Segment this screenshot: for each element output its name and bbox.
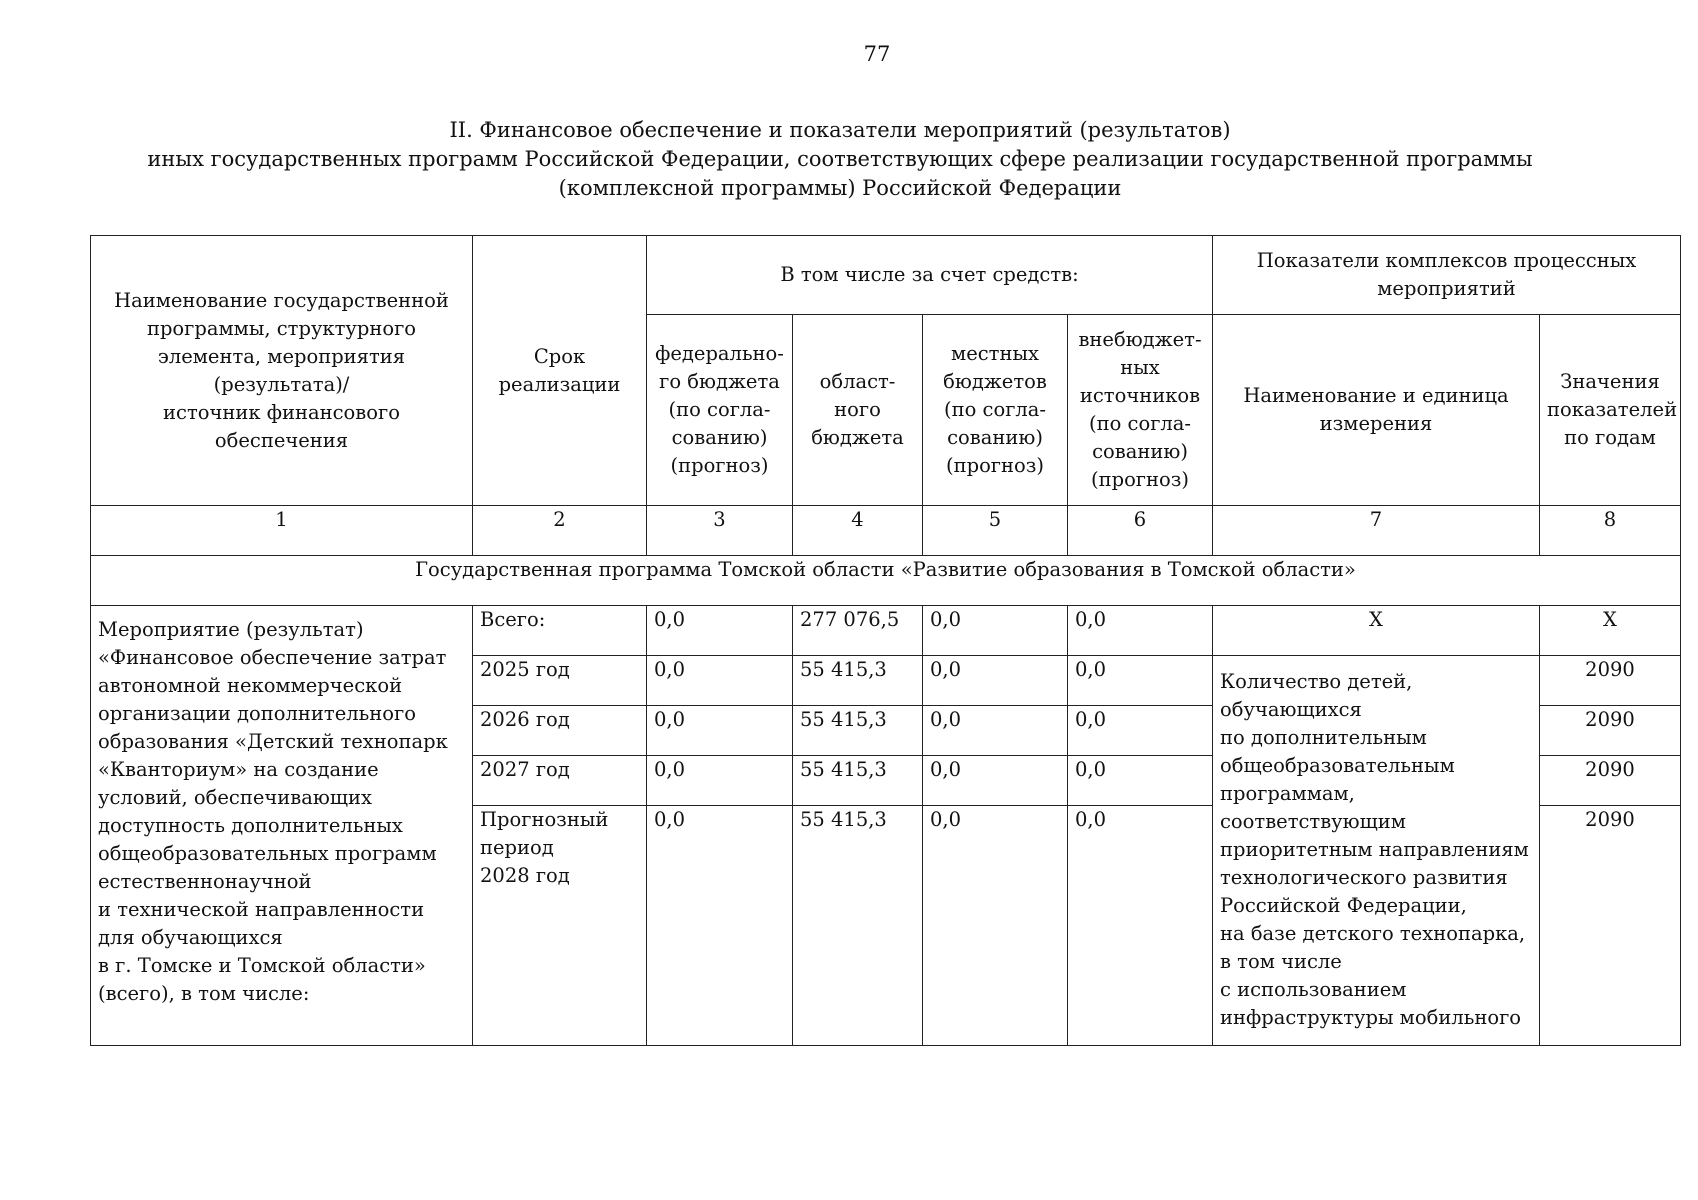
header-indicator-name: Наименование и единица измерения <box>1213 315 1540 506</box>
value-cell: 2090 <box>1540 756 1681 806</box>
federal-cell: 0,0 <box>647 756 793 806</box>
regional-cell: 55 415,3 <box>793 806 923 1046</box>
local-cell: 0,0 <box>923 706 1068 756</box>
federal-cell: 0,0 <box>647 806 793 1046</box>
column-number: 5 <box>923 506 1068 556</box>
period-cell: Прогнозный период 2028 год <box>473 806 647 1046</box>
extrabudget-cell: 0,0 <box>1068 806 1213 1046</box>
column-number: 1 <box>91 506 473 556</box>
header-indicators-group: Показатели комплексов процессных мероприятий <box>1213 236 1681 315</box>
title-line-1: II. Финансовое обеспечение и показатели мероприятий (результатов) <box>449 118 1231 142</box>
extrabudget-cell: 0,0 <box>1068 706 1213 756</box>
value-cell: Х <box>1540 606 1681 656</box>
period-cell: 2026 год <box>473 706 647 756</box>
period-cell: Всего: <box>473 606 647 656</box>
regional-cell: 55 415,3 <box>793 756 923 806</box>
header-funding-group: В том числе за счет средств: <box>647 236 1213 315</box>
header-federal: федерально- го бюджета (по согла- сованию) (прогноз) <box>647 315 793 506</box>
section-title <box>90 116 1590 203</box>
header-regional: област- ного бюджета <box>793 315 923 506</box>
column-number: 8 <box>1540 506 1681 556</box>
header-row-1 <box>91 236 1681 315</box>
local-cell: 0,0 <box>923 756 1068 806</box>
indicator-name-cell: Количество детей, обучающихся по дополнительным общеобразовательным программам, соответствующим приоритетным направлениям технологического развития Российской Федерации, на базе детского технопарка, в том числе с использованием инфраструктуры мобильного <box>1213 656 1540 1046</box>
title-line-2: иных государственных программ Российской Федерации, соответствующих сфере реализации государственной программы <box>147 147 1533 171</box>
federal-cell: 0,0 <box>647 706 793 756</box>
federal-cell: 0,0 <box>647 606 793 656</box>
title-line-3: (комплексной программы) Российской Федерации <box>558 176 1122 200</box>
federal-cell: 0,0 <box>647 656 793 706</box>
regional-cell: 277 076,5 <box>793 606 923 656</box>
page-number: 77 <box>863 42 891 66</box>
regional-cell: 55 415,3 <box>793 656 923 706</box>
header-extrabudget: внебюджет- ных источников (по согла- сованию) (прогноз) <box>1068 315 1213 506</box>
local-cell: 0,0 <box>923 656 1068 706</box>
local-cell: 0,0 <box>923 806 1068 1046</box>
period-cell: 2025 год <box>473 656 647 706</box>
indicator-cell: Х <box>1213 606 1540 656</box>
program-row <box>91 556 1681 606</box>
column-numbers-row <box>91 506 1681 556</box>
extrabudget-cell: 0,0 <box>1068 656 1213 706</box>
local-cell: 0,0 <box>923 606 1068 656</box>
column-number: 6 <box>1068 506 1213 556</box>
financing-table <box>90 235 1681 1046</box>
program-title: Государственная программа Томской области «Развитие образования в Томской области» <box>91 556 1681 606</box>
value-cell: 2090 <box>1540 656 1681 706</box>
value-cell: 2090 <box>1540 806 1681 1046</box>
regional-cell: 55 415,3 <box>793 706 923 756</box>
header-program-name: Наименование государственной программы, структурного элемента, мероприятия (результата)/ источник финансового обеспечения <box>91 236 473 506</box>
extrabudget-cell: 0,0 <box>1068 756 1213 806</box>
column-number: 7 <box>1213 506 1540 556</box>
data-row-total <box>91 606 1681 656</box>
header-period: Срок реализации <box>473 236 647 506</box>
header-local: местных бюджетов (по согла- сованию) (прогноз) <box>923 315 1068 506</box>
activity-description: Мероприятие (результат) «Финансовое обеспечение затрат автономной некоммерческой организации дополнительного образования «Детский технопарк «Кванториум» на создание условий, обеспечивающих доступность дополнительных общеобразовательных программ естественнонаучной и технической направленности для обучающихся в г. Томске и Томской области» (всего), в том числе: <box>91 606 473 1046</box>
extrabudget-cell: 0,0 <box>1068 606 1213 656</box>
period-cell: 2027 год <box>473 756 647 806</box>
value-cell: 2090 <box>1540 706 1681 756</box>
header-indicator-values: Значения показателей по годам <box>1540 315 1681 506</box>
column-number: 2 <box>473 506 647 556</box>
column-number: 4 <box>793 506 923 556</box>
column-number: 3 <box>647 506 793 556</box>
